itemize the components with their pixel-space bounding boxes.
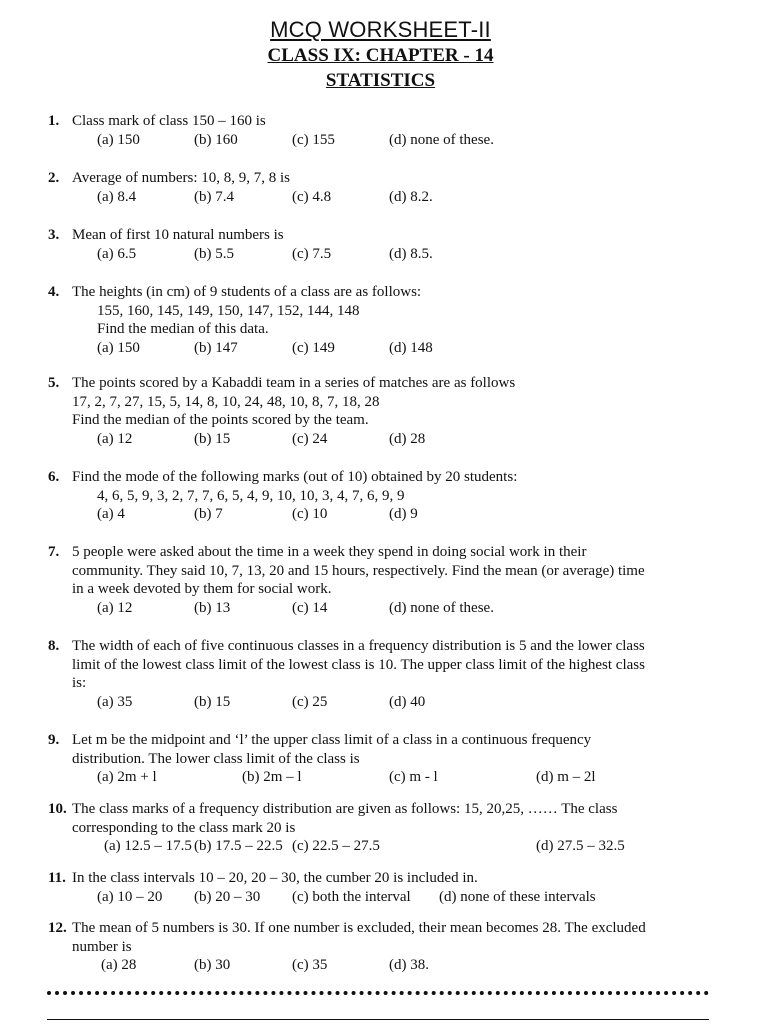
- question-line: distribution. The lower class limit of the class is: [72, 750, 360, 767]
- answer-option: (a) 10 – 20: [97, 888, 163, 905]
- footer-rule: [47, 1019, 709, 1020]
- answer-option: (c) 25: [292, 693, 328, 710]
- question-number: 11.: [48, 870, 66, 886]
- answer-options: [97, 888, 761, 907]
- answer-options: [97, 837, 761, 856]
- question-number: 5.: [48, 375, 60, 391]
- answer-option: (a) 12: [97, 430, 133, 447]
- question-line: limit of the lowest class limit of the lowest class is 10. The upper class limit of the highest class: [72, 656, 645, 673]
- answer-option: (c) 155: [292, 131, 335, 148]
- answer-options: [97, 339, 761, 358]
- question-line: corresponding to the class mark 20 is: [72, 819, 296, 836]
- answer-option: (a) 12: [97, 599, 133, 616]
- answer-option: (d) 8.2.: [389, 188, 433, 205]
- question-line: 17, 2, 7, 27, 15, 5, 14, 8, 10, 24, 48, 10, 8, 7, 18, 28: [72, 393, 380, 410]
- answer-option: (a) 28: [101, 957, 137, 974]
- question-line: is:: [72, 675, 87, 692]
- answer-option: (d) 38.: [389, 957, 429, 974]
- question-line: In the class intervals 10 – 20, 20 – 30, the cumber 20 is included in.: [72, 870, 478, 886]
- question-item: [0, 374, 761, 448]
- answer-options: [97, 188, 761, 207]
- answer-option: (d) 28: [389, 430, 426, 447]
- question-line: The points scored by a Kabaddi team in a series of matches are as follows: [72, 375, 516, 391]
- question-number: 8.: [48, 638, 60, 654]
- question-line: 5 people were asked about the time in a week they spend in doing social work in their: [72, 544, 587, 560]
- question-line: Class mark of class 150 – 160 is: [72, 113, 266, 129]
- question-item: [0, 112, 761, 149]
- question-text: [72, 112, 702, 131]
- question-number: 4.: [48, 284, 60, 300]
- answer-option: (d) 148: [389, 339, 433, 356]
- answer-options: [97, 131, 761, 150]
- question-text: [72, 468, 702, 505]
- answer-options: [97, 430, 761, 449]
- worksheet-title: MCQ WORKSHEET-II: [270, 17, 491, 42]
- question-number: 9.: [48, 732, 60, 748]
- question-text: [72, 374, 702, 430]
- question-line: 4, 6, 5, 9, 3, 2, 7, 7, 6, 5, 4, 9, 10, 10, 3, 4, 7, 6, 9, 9: [97, 487, 405, 504]
- question-item: [0, 731, 761, 787]
- question-number: 7.: [48, 544, 60, 560]
- answer-options: [97, 505, 761, 524]
- question-item: [0, 869, 761, 906]
- answer-option: (b) 30: [194, 957, 231, 974]
- question-item: [0, 283, 761, 357]
- question-line: Mean of first 10 natural numbers is: [72, 227, 284, 243]
- question-item: [0, 226, 761, 263]
- answer-option: (b) 147: [194, 339, 238, 356]
- answer-option: (b) 15: [194, 430, 231, 447]
- answer-option: (b) 160: [194, 131, 238, 148]
- answer-option: (a) 4: [97, 506, 125, 523]
- question-item: [0, 543, 761, 617]
- question-line: number is: [72, 938, 132, 955]
- question-line: Find the median of the points scored by the team.: [72, 412, 369, 429]
- answer-option: (a) 35: [97, 693, 133, 710]
- question-text: [72, 226, 702, 245]
- dotted-divider: [47, 991, 709, 995]
- question-line: in a week devoted by them for social work.: [72, 581, 332, 598]
- question-number: 10.: [48, 801, 67, 817]
- class-chapter-heading: CLASS IX: CHAPTER - 14: [267, 45, 494, 66]
- answer-option: (d) none of these.: [389, 599, 494, 616]
- answer-option: (b) 20 – 30: [194, 888, 261, 905]
- answer-option: (b) 13: [194, 599, 231, 616]
- answer-option: (c) 22.5 – 27.5: [292, 838, 380, 855]
- question-line: Find the mode of the following marks (out of 10) obtained by 20 students:: [72, 469, 518, 485]
- answer-option: (d) none of these.: [389, 131, 494, 148]
- answer-option: (b) 5.5: [194, 245, 234, 262]
- question-text: [72, 731, 702, 768]
- question-item: [0, 800, 761, 856]
- question-line: community. They said 10, 7, 13, 20 and 15 hours, respectively. Find the mean (or average) time: [72, 562, 645, 579]
- answer-option: (c) 35: [292, 957, 328, 974]
- answer-options: [97, 693, 761, 712]
- answer-option: (a) 2m + l: [97, 769, 157, 786]
- answer-option: (c) m - l: [389, 769, 438, 786]
- question-item: [0, 637, 761, 711]
- question-number: 1.: [48, 113, 60, 129]
- answer-option: (b) 7.4: [194, 188, 234, 205]
- question-line: The heights (in cm) of 9 students of a class are as follows:: [72, 284, 422, 300]
- answer-option: (c) 7.5: [292, 245, 332, 262]
- question-text: [72, 169, 702, 188]
- answer-option: (c) 10: [292, 506, 328, 523]
- question-line: Find the median of this data.: [97, 321, 269, 338]
- answer-option: (b) 7: [194, 506, 223, 523]
- question-line: The mean of 5 numbers is 30. If one number is excluded, their mean becomes 28. The excluded: [72, 920, 646, 936]
- answer-option: (a) 12.5 – 17.5: [104, 838, 192, 855]
- question-text: [72, 637, 702, 693]
- answer-option: (d) 27.5 – 32.5: [536, 838, 625, 855]
- answer-option: (a) 8.4: [97, 188, 137, 205]
- subject-heading: STATISTICS: [325, 70, 436, 91]
- question-line: Let m be the midpoint and ‘l’ the upper class limit of a class in a continuous frequency: [72, 732, 592, 748]
- question-number: 6.: [48, 469, 60, 485]
- answer-option: (c) 149: [292, 339, 335, 356]
- answer-option: (d) none of these intervals: [439, 888, 596, 905]
- answer-option: (b) 2m – l: [242, 769, 302, 786]
- answer-option: (d) m – 2l: [536, 769, 596, 786]
- answer-option: (c) both the interval: [292, 888, 411, 905]
- answer-option: (a) 150: [97, 131, 140, 148]
- answer-options: [97, 599, 761, 618]
- answer-option: (b) 15: [194, 693, 231, 710]
- answer-option: (d) 8.5.: [389, 245, 433, 262]
- question-text: [72, 869, 702, 888]
- question-number: 12.: [48, 920, 67, 936]
- question-number: 2.: [48, 170, 60, 186]
- question-item: [0, 169, 761, 206]
- question-item: [0, 919, 761, 975]
- question-text: [72, 919, 702, 956]
- question-line: The class marks of a frequency distribution are given as follows: 15, 20,25, …… The class: [72, 801, 618, 817]
- answer-option: (d) 9: [389, 506, 418, 523]
- answer-options: [97, 768, 761, 787]
- question-text: [72, 543, 702, 599]
- answer-options: [97, 956, 761, 975]
- answer-options: [97, 245, 761, 264]
- answer-option: (c) 14: [292, 599, 328, 616]
- question-line: Average of numbers: 10, 8, 9, 7, 8 is: [72, 170, 291, 186]
- question-text: [72, 283, 702, 339]
- answer-option: (d) 40: [389, 693, 426, 710]
- question-text: [72, 800, 702, 837]
- question-item: [0, 468, 761, 524]
- question-line: 155, 160, 145, 149, 150, 147, 152, 144, 148: [97, 302, 360, 319]
- answer-option: (c) 24: [292, 430, 328, 447]
- question-line: The width of each of five continuous classes in a frequency distribution is 5 and the lower class: [72, 638, 645, 654]
- answer-option: (a) 6.5: [97, 245, 137, 262]
- answer-option: (c) 4.8: [292, 188, 332, 205]
- question-number: 3.: [48, 227, 60, 243]
- answer-option: (b) 17.5 – 22.5: [194, 838, 283, 855]
- answer-option: (a) 150: [97, 339, 140, 356]
